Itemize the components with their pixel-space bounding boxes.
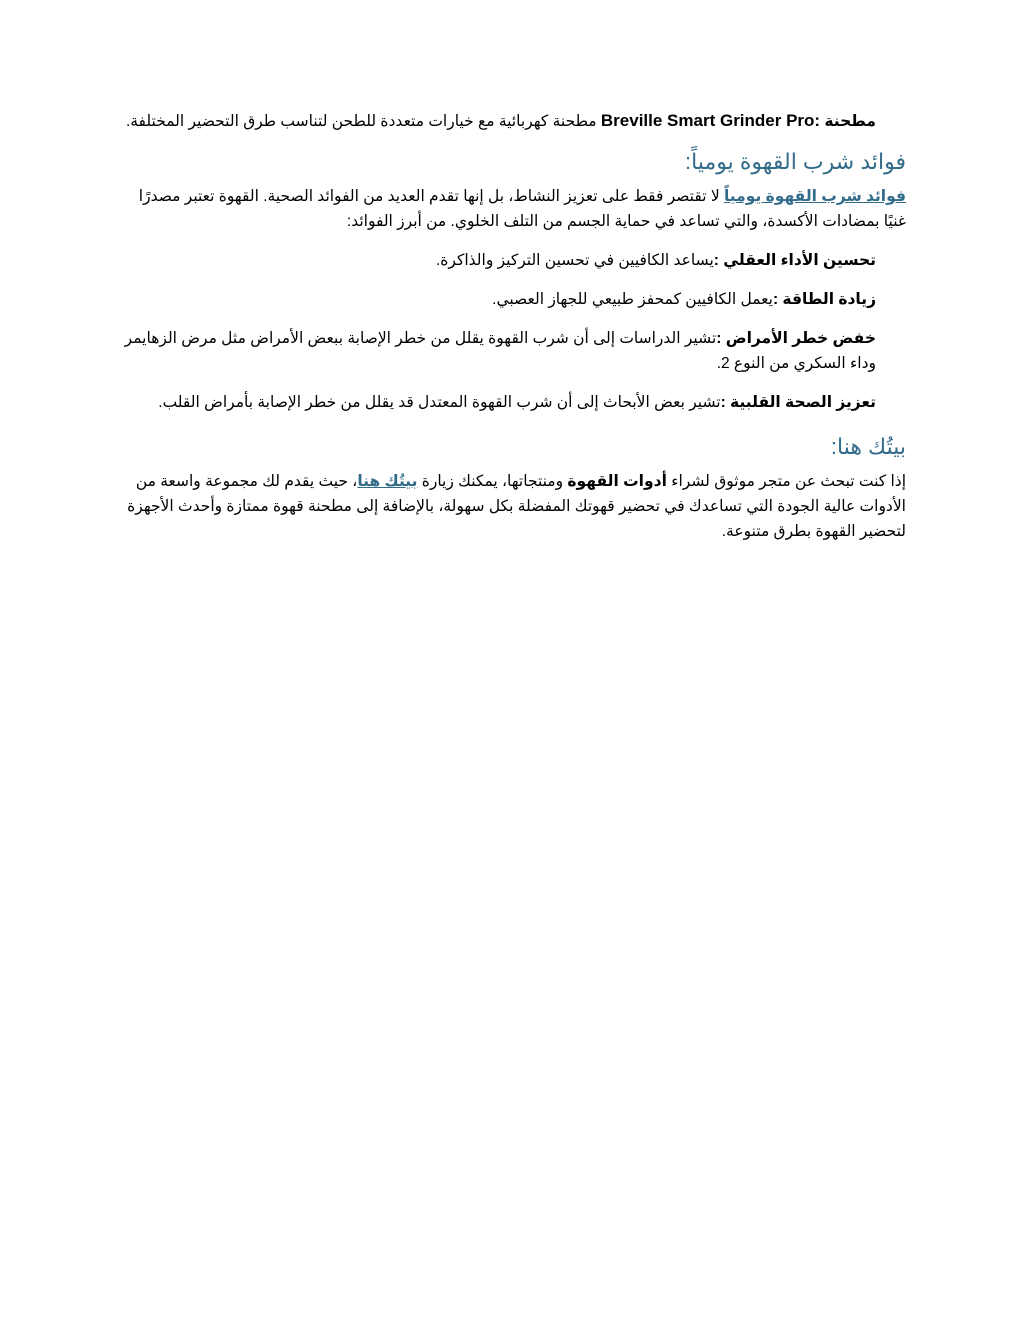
grinder-label: مطحنة	[824, 113, 876, 130]
benefit-item-energy	[120, 287, 906, 312]
grinder-model-name: Breville Smart Grinder Pro:	[600, 111, 821, 130]
store-text-middle: ومنتجاتها، يمكنك زيارة	[417, 473, 568, 490]
coffee-benefits-text: لا تقتصر فقط على تعزيز النشاط، بل إنها تقدم العديد من الفوائد الصحية. القهوة تعتبر مصدرًا غنيًا بمضادات الأكسدة، والتي تساعد في حماية الجسم من التلف الخلوي. من أبرز الفوائد:	[138, 188, 906, 230]
store-heading: بيتُك هنا:	[830, 434, 906, 459]
coffee-benefits-heading: فوائد شرب القهوة يومياً:	[685, 149, 906, 174]
benefit-item-mental-performance	[120, 248, 906, 273]
benefit-title: زيادة الطاقة :	[772, 291, 876, 308]
grinder-description: مطحنة كهربائية مع خيارات متعددة للطحن لتناسب طرق التحضير المختلفة.	[125, 113, 597, 130]
store-text-before: إذا كنت تبحث عن متجر موثوق لشراء	[666, 473, 906, 490]
benefit-title: خفض خطر الأمراض :	[716, 330, 876, 347]
benefit-title: تعزيز الصحة القلبية :	[720, 394, 876, 411]
coffee-tools-label: أدوات القهوة	[567, 473, 667, 490]
benefit-text: يساعد الكافيين في تحسين التركيز والذاكرة.	[435, 252, 714, 269]
benefit-item-heart-health	[120, 390, 906, 415]
document-page	[120, 108, 906, 544]
benefit-text: تشير بعض الأبحاث إلى أن شرب القهوة المعتدل قد يقلل من خطر الإصابة بأمراض القلب.	[158, 394, 721, 411]
benefit-title: تحسين الأداء العقلي :	[713, 252, 876, 269]
benefit-item-disease-risk	[120, 326, 906, 376]
store-link[interactable]: بيتُك هنا	[357, 473, 418, 490]
store-text-after: ، حيث يقدم لك مجموعة واسعة من الأدوات عالية الجودة التي تساعدك في تحضير قهوتك المفضلة بكل سهولة، بالإضافة إلى مطحنة قهوة ممتازة وأحدث الأجهزة لتحضير القهوة بطرق متنوعة.	[127, 473, 906, 540]
benefit-text: يعمل الكافيين كمحفز طبيعي للجهاز العصبي.	[492, 291, 773, 308]
grinder-intro-paragraph	[120, 108, 906, 134]
coffee-benefits-paragraph	[120, 184, 906, 234]
coffee-benefits-link[interactable]: فوائد شرب القهوة يومياً	[723, 188, 906, 205]
benefit-text: تشير الدراسات إلى أن شرب القهوة يقلل من خطر الإصابة ببعض الأمراض مثل مرض الزهايمر وداء السكري من النوع 2.	[124, 330, 876, 372]
store-paragraph	[120, 469, 906, 544]
